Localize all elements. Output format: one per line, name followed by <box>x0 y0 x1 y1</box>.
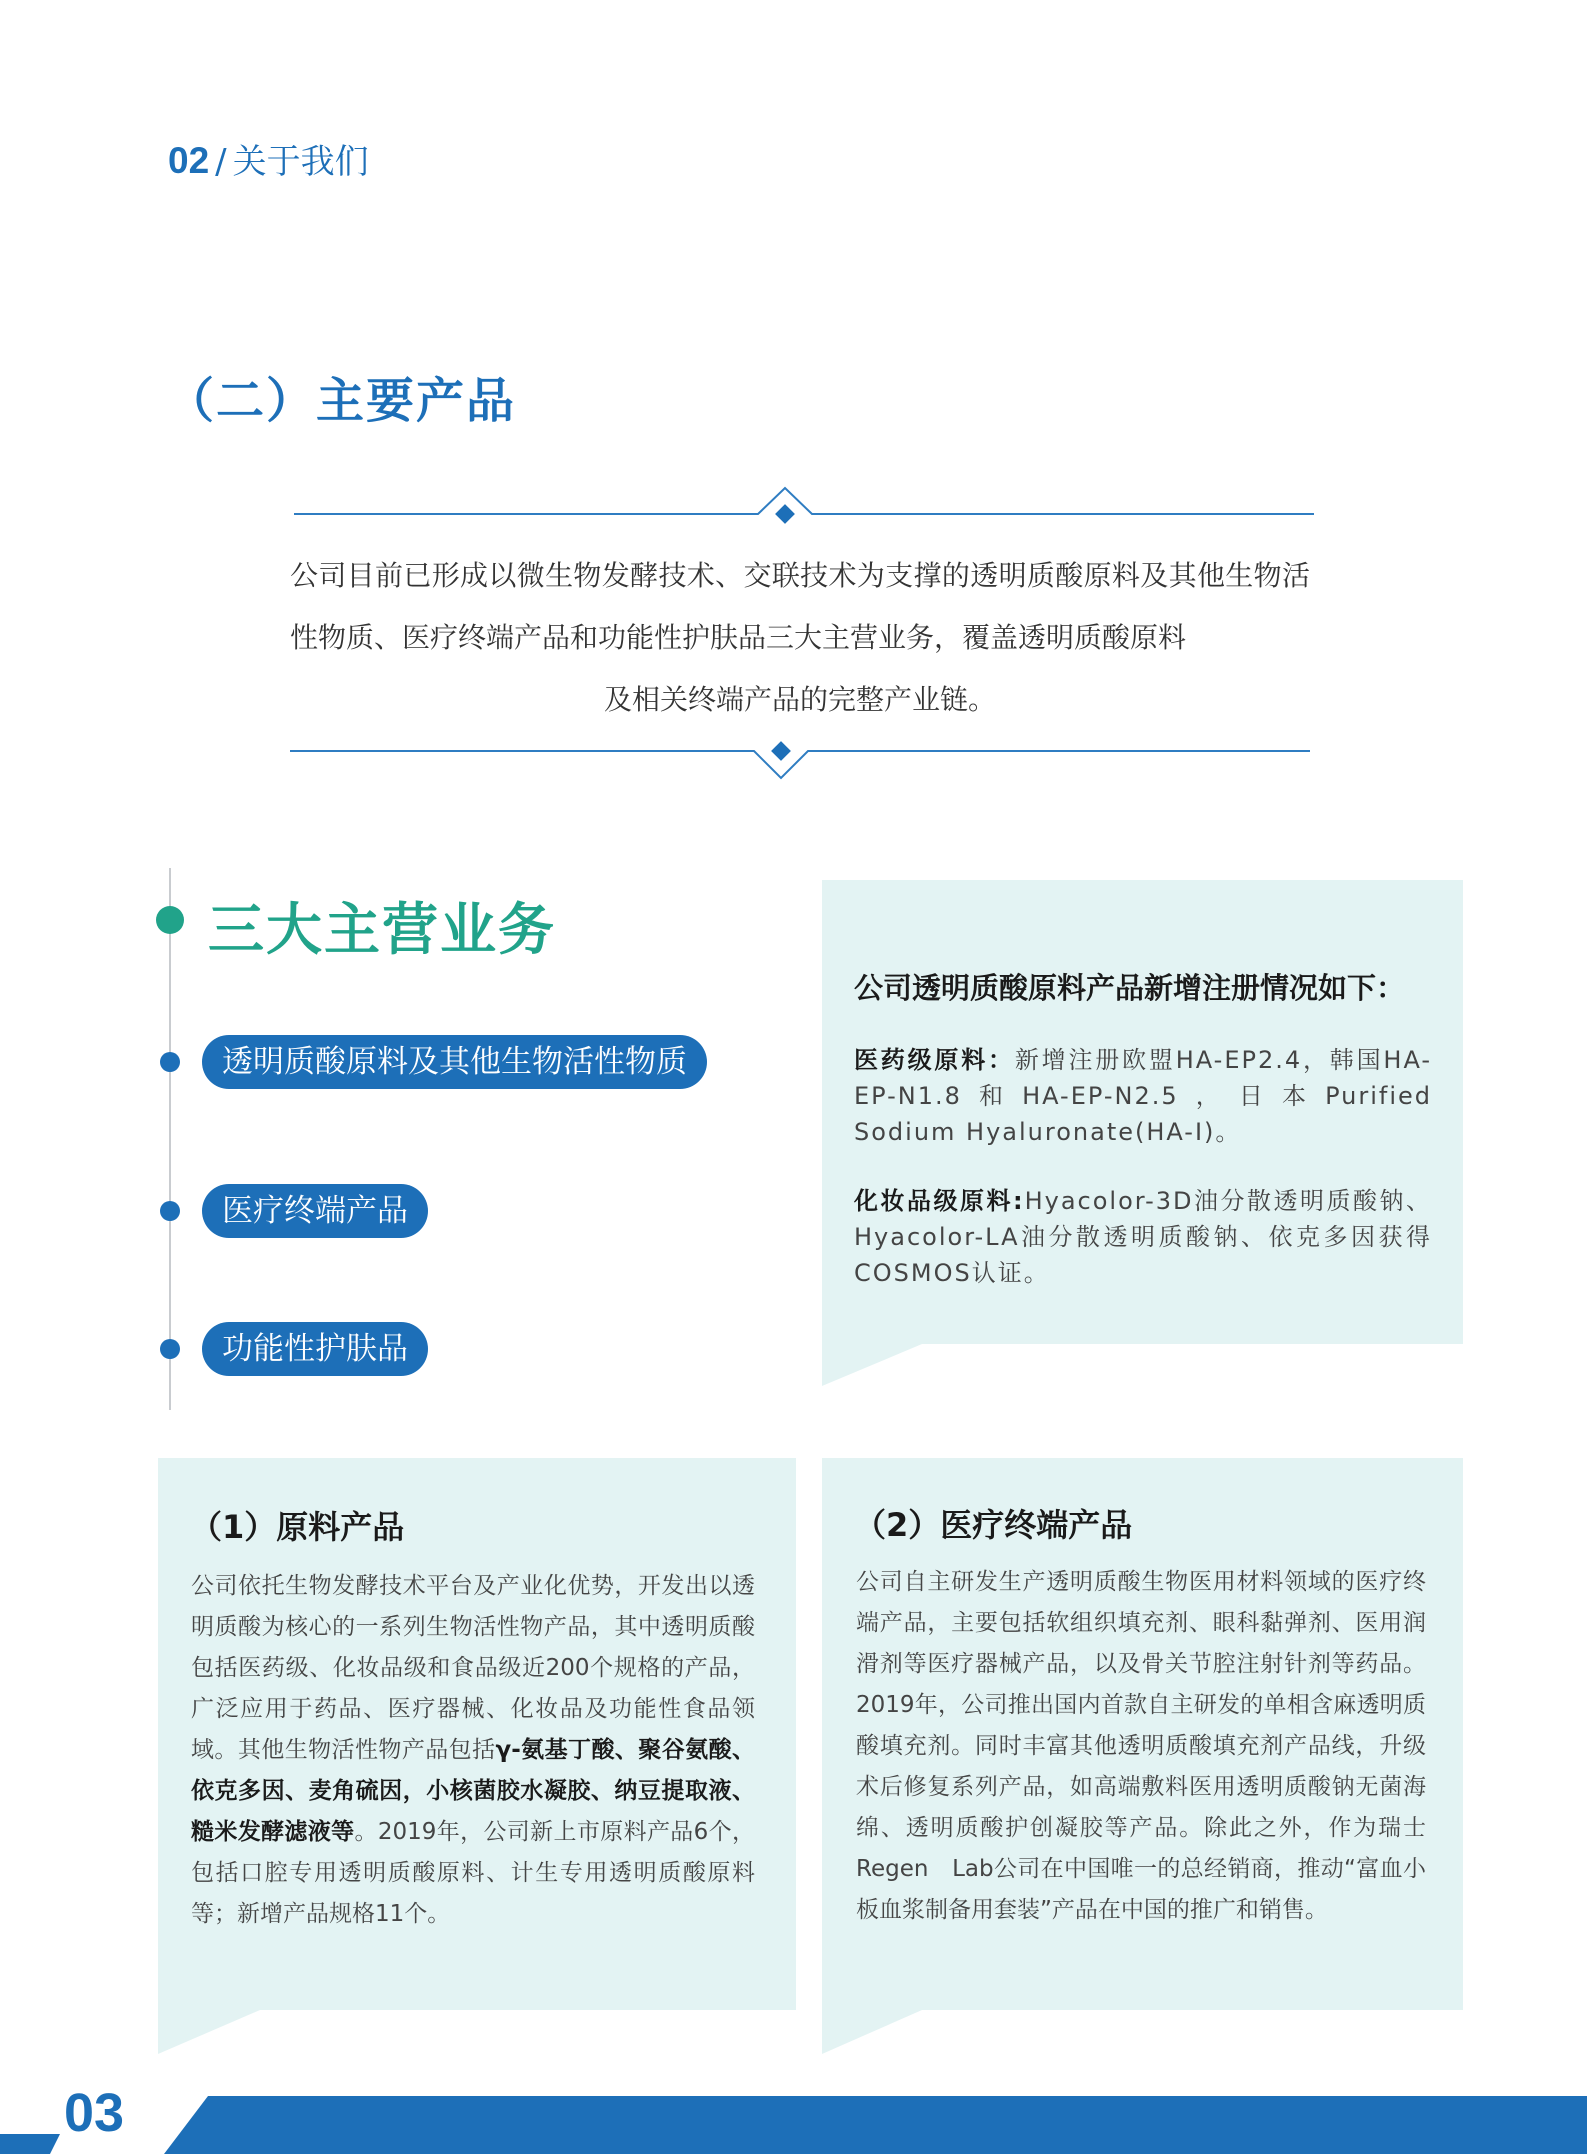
page-title: （二）主要产品 <box>166 373 517 429</box>
registration-cosmetic <box>854 1183 1432 1291</box>
business-heading: 三大主营业务 <box>208 898 556 963</box>
intro-body: 公司目前已形成以微生物发酵技术、交联技术为支撑的透明质酸原料及其他生物活性物质、医疗终端产品和功能性护肤品三大主营业务，覆盖透明质酸原料 <box>290 559 1310 654</box>
section-header <box>168 134 369 183</box>
pharma-label: 医药级原料： <box>854 1046 1015 1074</box>
raw-materials-text-1: 公司依托生物发酵技术平台及产业化优势，开发出以透明质酸为核心的一系列生物活性物产品，其中透明质酸包括医药级、化妆品级和食品级近200个规格的产品，广泛应用于药品、医疗器械、化妆品及功能性食品领域。其他生物活性物产品包括 <box>191 1573 755 1763</box>
cosmetic-label: 化妆品级原料: <box>854 1187 1025 1215</box>
business-item-raw-materials: 透明质酸原料及其他生物活性物质 <box>202 1035 707 1089</box>
diamond-icon <box>771 741 791 761</box>
raw-materials-text <box>191 1566 755 1935</box>
section-separator: / <box>215 142 227 182</box>
raw-materials-title: （1）原料产品 <box>190 1508 405 1546</box>
cosmetic-text: Hyacolor-3D油分散透明质酸钠、Hyacolor-LA油分散透明质酸钠、依克多因获得COSMOS认证。 <box>854 1187 1432 1287</box>
footer-band <box>0 2084 1587 2154</box>
raw-materials-text-2: 。2019年，公司新上市原料产品6个，包括口腔专用透明质酸原料、计生专用透明质酸原料等；新增产品规格11个。 <box>191 1819 756 1927</box>
business-item-skincare: 功能性护肤品 <box>202 1322 428 1376</box>
registration-title: 公司透明质酸原料产品新增注册情况如下： <box>854 971 1406 1005</box>
section-number: 02 <box>168 140 210 181</box>
timeline-dot <box>160 1052 180 1072</box>
section-label: 关于我们 <box>232 142 369 182</box>
timeline-dot <box>160 1201 180 1221</box>
diamond-icon <box>775 504 795 524</box>
business-item-medical: 医疗终端产品 <box>202 1184 428 1238</box>
medical-title: （2）医疗终端产品 <box>854 1506 1133 1544</box>
intro-last-line: 及相关终端产品的完整产业链。 <box>603 683 996 716</box>
raw-materials-bold-products: γ-氨基丁酸、聚谷氨酸、依克多因、麦角硫因，小核菌胶水凝胶、纳豆提取液、糙米发酵滤液等 <box>191 1737 755 1845</box>
registration-pharma <box>854 1042 1432 1150</box>
top-divider <box>292 482 1316 528</box>
pharma-text: 新增注册欧盟HA-EP2.4，韩国HA-EP-N1.8和HA-EP-N2.5，日本Purified Sodium Hyaluronate(HA-I)。 <box>854 1046 1432 1146</box>
intro-paragraph <box>290 545 1310 731</box>
timeline-dot-heading <box>156 906 184 934</box>
timeline-dot <box>160 1339 180 1359</box>
medical-text: 公司自主研发生产透明质酸生物医用材料领域的医疗终端产品，主要包括软组织填充剂、眼科黏弹剂、医用润滑剂等医疗器械产品，以及骨关节腔注射针剂等药品。2019年，公司推出国内首款自主研发的单相含麻透明质酸填充剂。同时丰富其他透明质酸填充剂产品线，升级术后修复系列产品，如高端敷料医用透明质酸钠无菌海绵、透明质酸护创凝胶等产品。除此之外，作为瑞士Regen Lab公司在中国唯一的总经销商，推动“富血小板血浆制备用套装”产品在中国的推广和销售。 <box>856 1569 1426 1923</box>
bottom-divider <box>288 735 1312 785</box>
timeline-line <box>169 868 171 1410</box>
page-number: 03 <box>64 2083 125 2143</box>
